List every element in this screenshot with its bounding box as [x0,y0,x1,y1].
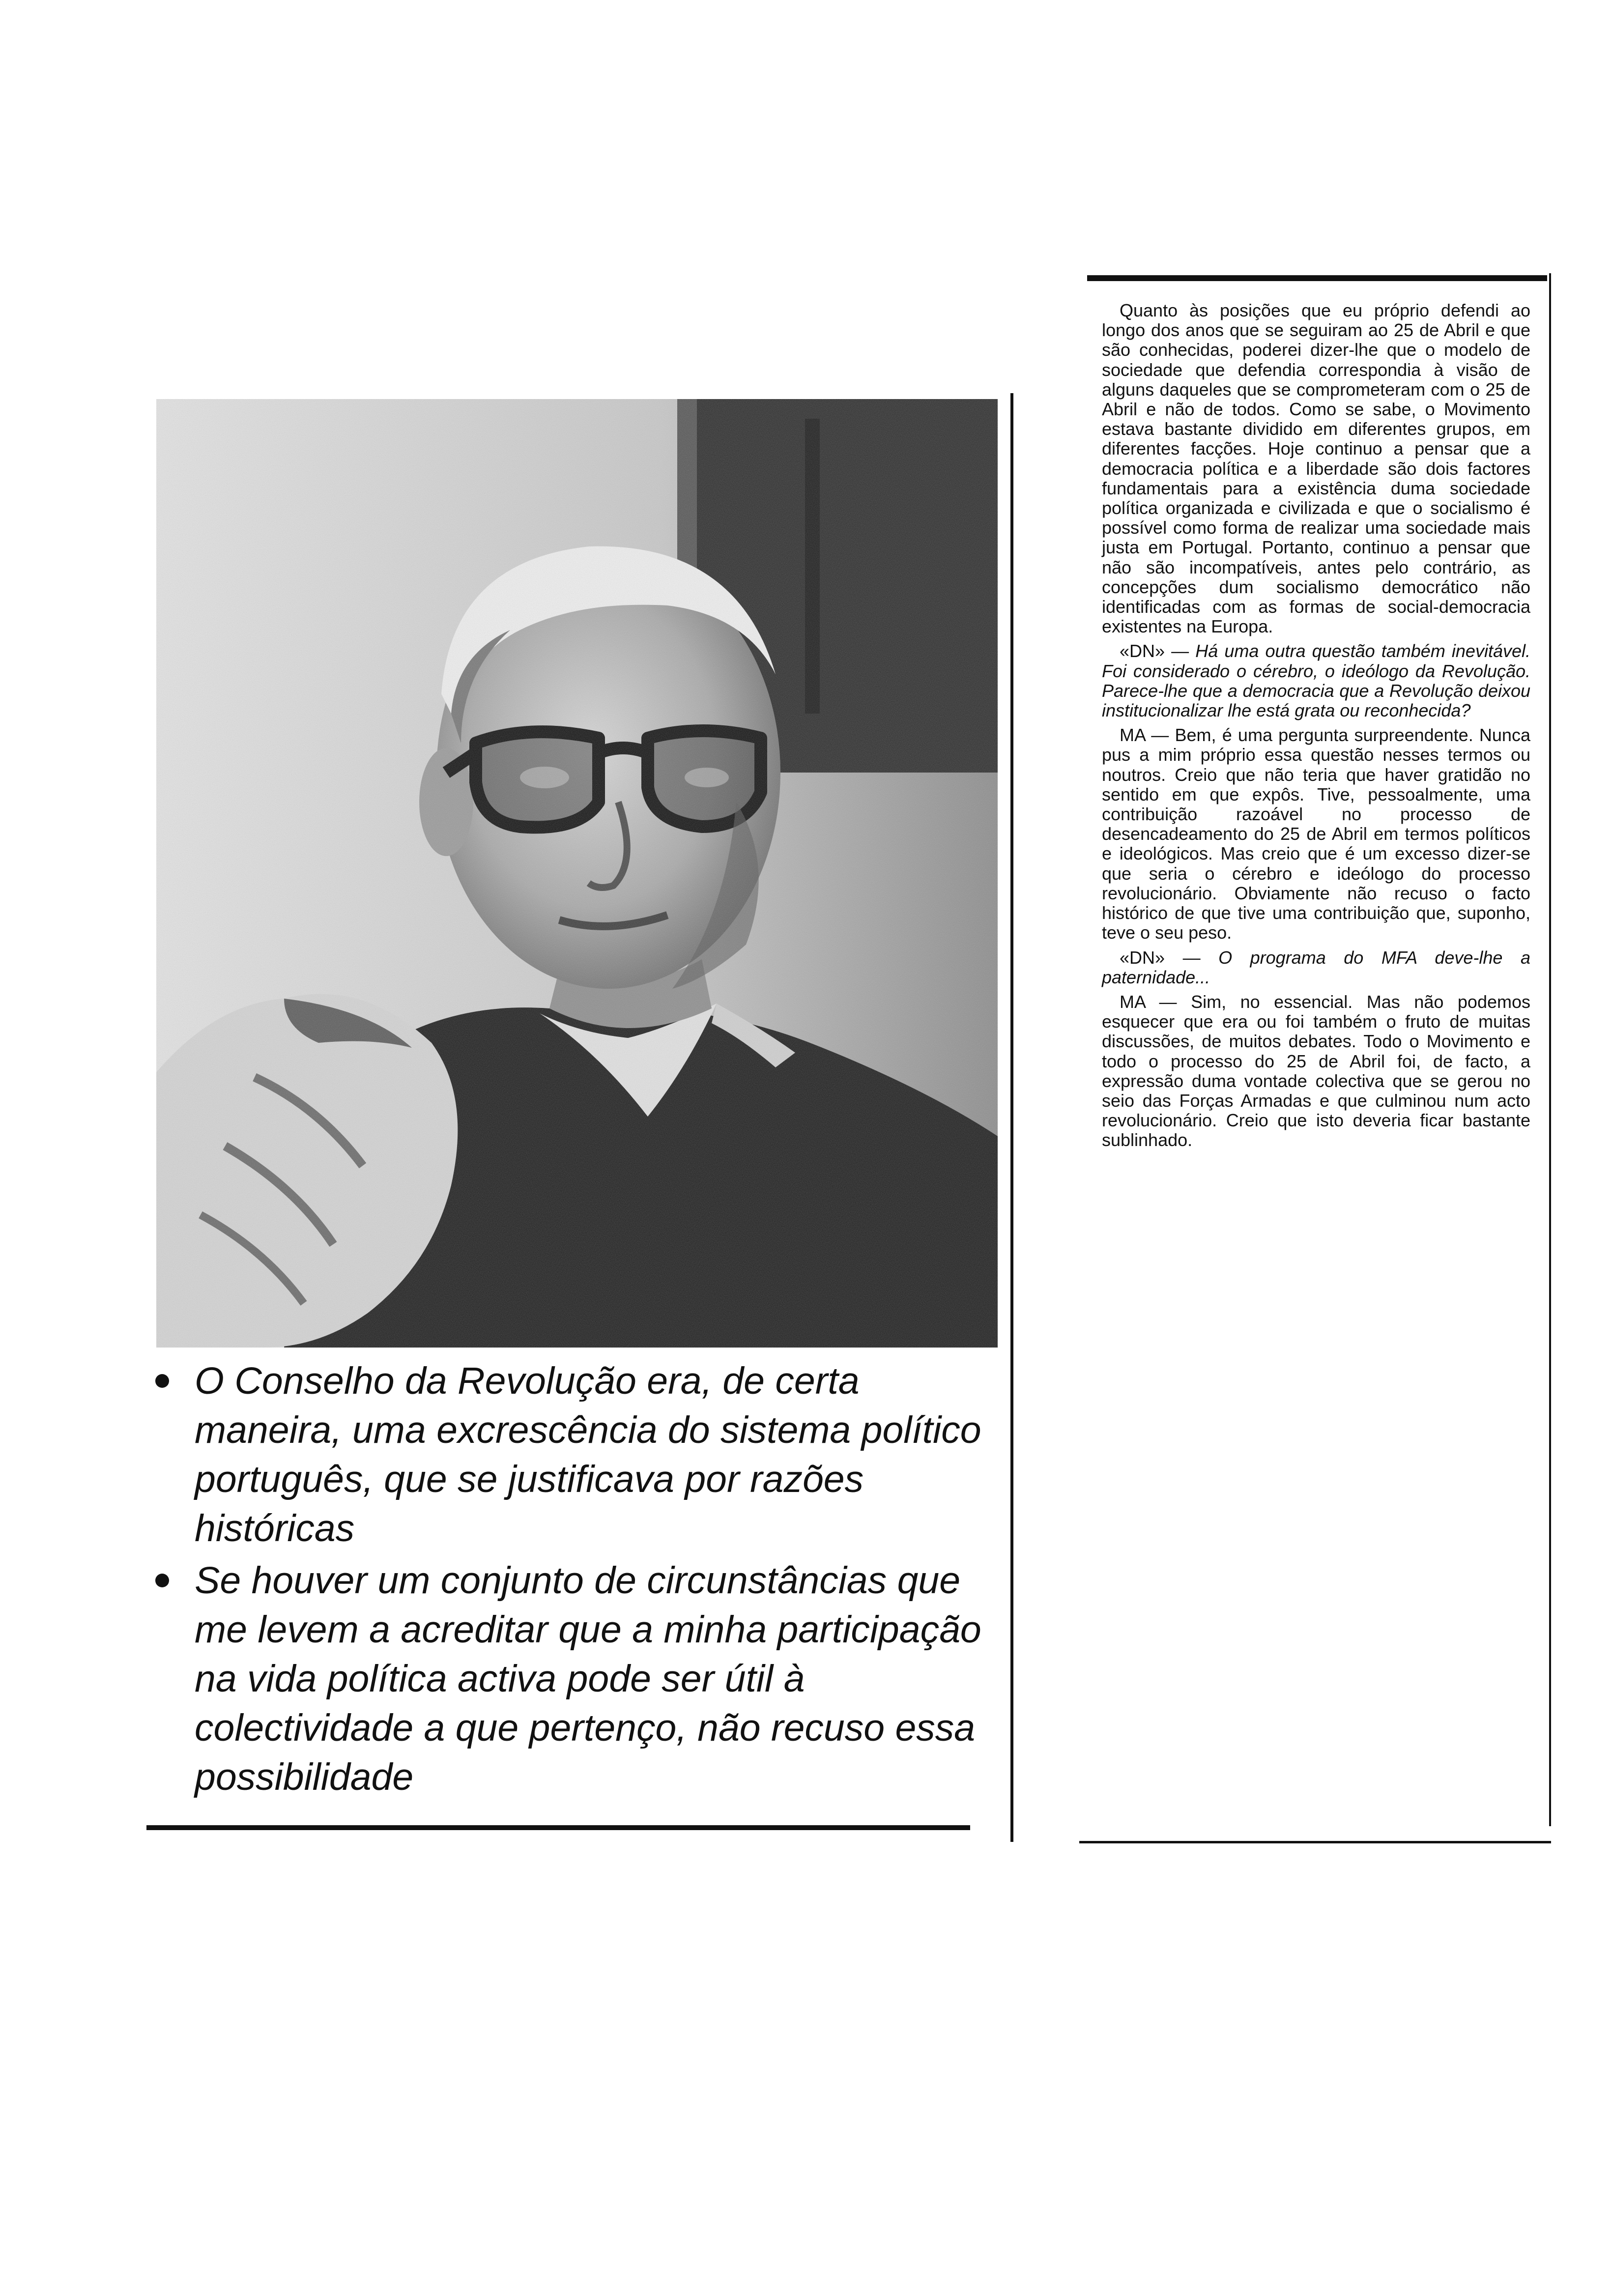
column-divider [1010,393,1013,1842]
right-edge-rule [1549,273,1551,1826]
bottom-rule-left [146,1825,970,1830]
answer-paragraph [1102,725,1530,943]
bullet-icon [155,1374,169,1388]
pull-quote-text: Se houver um conjunto de circunstâncias que me levem a acreditar que a minha participação na vida política activa pode ser útil à colectividade a que pertenço, não recuso essa possibilidade [195,1559,981,1798]
speaker-label: «DN» — [1120,947,1201,968]
question-text: O programa do MFA deve-lhe a paternidade... [1102,947,1530,987]
question-text: Há uma outra questão também inevitável. Foi considerado o cérebro, o ideólogo da Revolução. Parece-lhe que a democracia que a Revolução deixou institucionalizar lhe está grata ou reconhecida? [1102,641,1530,721]
speaker-label: MA — [1120,991,1177,1012]
question-paragraph [1102,641,1530,720]
speaker-label: «DN» — [1120,641,1189,661]
pull-quote [147,1356,983,1553]
top-rule-right [1087,275,1547,281]
answer-paragraph [1102,992,1530,1150]
portrait-photo [156,399,998,1348]
question-paragraph [1102,948,1530,987]
interview-column [1102,301,1530,1155]
pull-quote [147,1556,983,1802]
answer-text: Bem, é uma pergunta surpreendente. Nunca pus a mim próprio essa questão nesses termos ou noutros. Creio que não teria que haver gratidão no sentido em que expôs. Tive, pessoalmente, uma contribuição razoável no processo de desencadeamento do 25 de Abril em termos políticos e ideológicos. Mas creio que é um excesso dizer-se que seria o cérebro e ideólogo do processo revolucionário. Obviamente não recuso o facto histórico de que tive uma contribuição que, suponho, teve o seu peso. [1102,725,1530,943]
bullet-icon [155,1574,169,1587]
bottom-rule-right [1079,1841,1551,1843]
pull-quotes [147,1356,983,1805]
answer-paragraph: Quanto às posições que eu próprio defendi ao longo dos anos que se seguiram ao 25 de Abril e que são conhecidas, poderei dizer-lhe que o modelo de sociedade que defendia correspondia à visão de alguns daqueles que se comprometeram com o 25 de Abril e não de todos. Como se sabe, o Movimento estava bastante dividido em diferentes grupos, em diferentes facções. Hoje continuo a pensar que a democracia política e a liberdade são dois factores fundamentais para a existência duma sociedade política organizada e civilizada e que o socialismo é possível como forma de realizar uma sociedade mais justa em Portugal. Portanto, continuo a pensar que não são incompatíveis, antes pelo contrário, as concepções dum socialismo democrático não identificadas com as formas de social-democracia existentes na Europa. [1102,300,1530,637]
answer-text: Sim, no essencial. Mas não podemos esquecer que era ou foi também o fruto de muitas discussões, de muitos debates. Todo o Movimento e todo o processo do 25 de Abril foi, de facto, a expressão duma vontade colectiva que se gerou no seio das Forças Armadas e que culminou num acto revolucionário. Creio que isto deveria ficar bastante sublinhado. [1102,991,1530,1150]
pull-quote-text: O Conselho da Revolução era, de certa maneira, uma excrescência do sistema político português, que se justificava por razões históricas [195,1360,981,1550]
speaker-label: MA — [1120,725,1169,746]
